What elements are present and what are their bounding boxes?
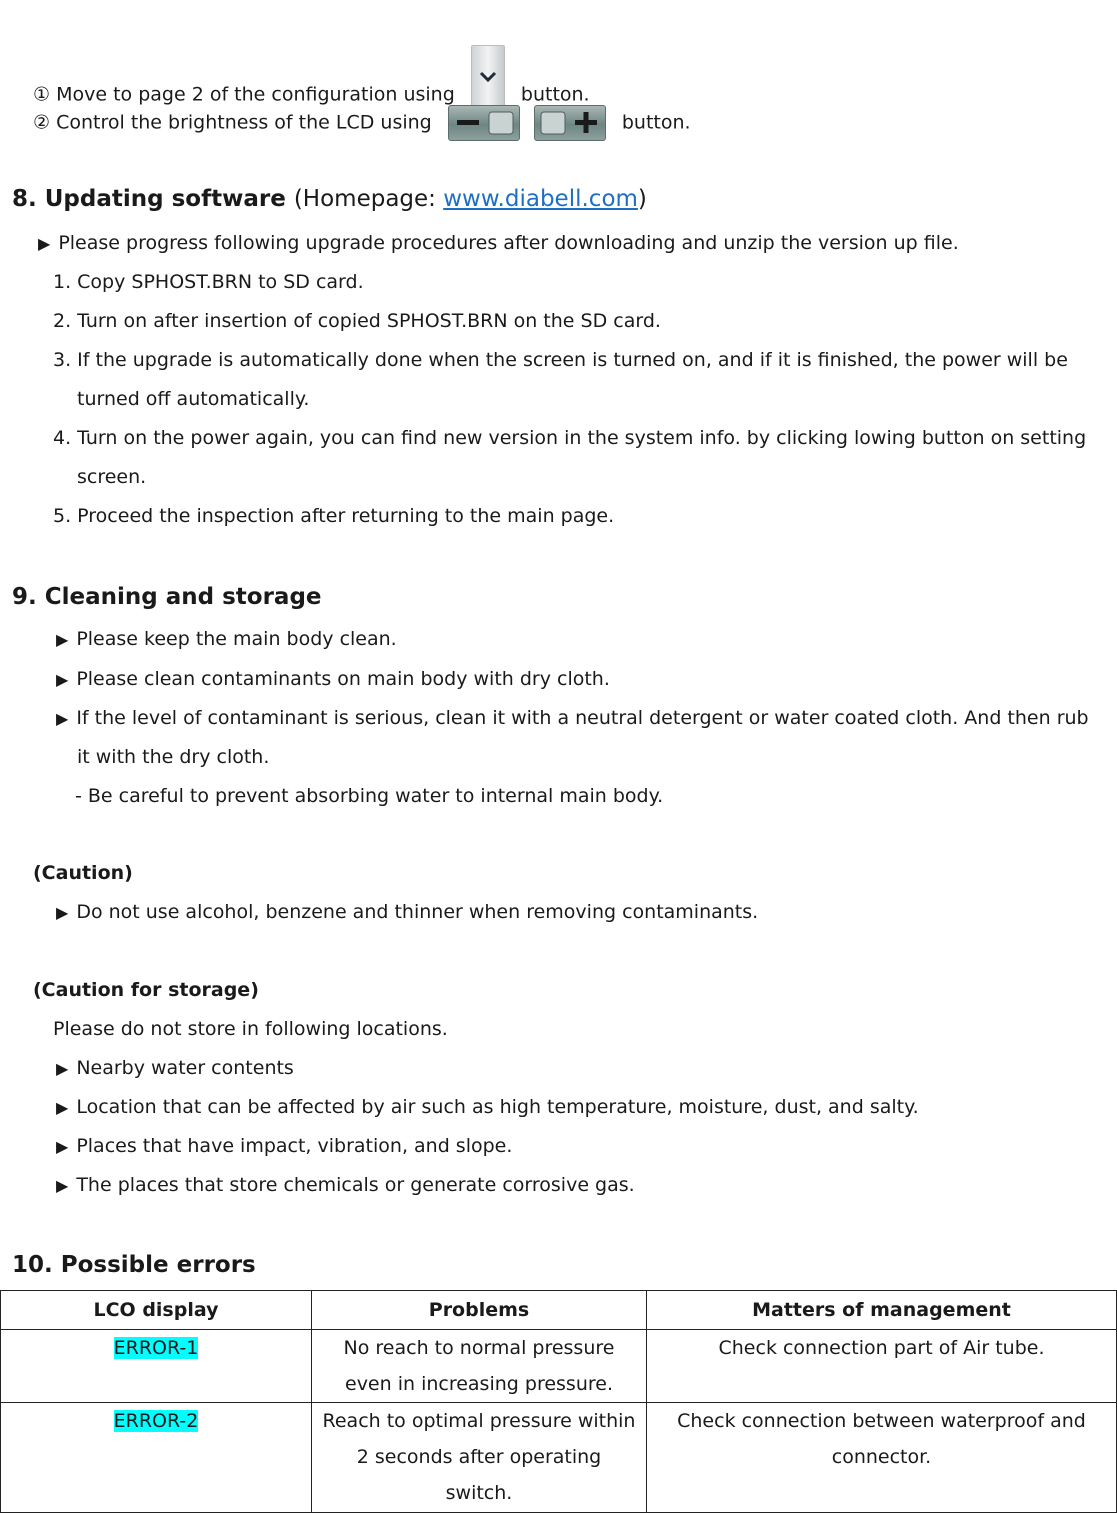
errors-table (0, 1290, 1117, 1513)
bullet-icon: ▶ (38, 234, 51, 253)
problem-line: No reach to normal pressure (343, 1337, 615, 1359)
clean-note: - Be careful to prevent absorbing water to internal main body. (75, 785, 664, 807)
problem-cell (312, 1330, 647, 1403)
table-header-row (1, 1291, 1117, 1330)
bullet-icon: ▶ (56, 630, 69, 649)
management-cell (647, 1330, 1117, 1403)
homepage-open: (Homepage: (293, 186, 444, 212)
homepage-close: ) (637, 186, 647, 212)
brightness-plus-icon (534, 105, 606, 141)
circled-number-2: ② (33, 111, 51, 134)
step-3: 3. If the upgrade is automatically done when the screen is turned on, and if it is finished, the power will be (53, 349, 1068, 371)
homepage-link[interactable]: www.diabell.com (443, 186, 638, 212)
intro-line-1-text: Move to page 2 of the configuration using (56, 83, 455, 106)
bullet-icon: ▶ (56, 903, 69, 922)
storage-bullet-2 (56, 1094, 919, 1121)
bullet-icon: ▶ (56, 709, 69, 728)
intro-line-2 (33, 105, 691, 141)
clean-bullet-2-text: Please clean contaminants on main body with dry cloth. (76, 668, 610, 690)
bullet-icon: ▶ (56, 1098, 69, 1117)
storage-bullet-3 (56, 1133, 512, 1160)
section-9-title: 9. Cleaning and storage (12, 584, 322, 610)
storage-intro: Please do not store in following locations. (53, 1018, 448, 1040)
table-row (1, 1330, 1117, 1403)
table-row (1, 1403, 1117, 1513)
error-code: ERROR-1 (113, 1337, 199, 1359)
problem-cell (312, 1403, 647, 1513)
section-8-bullet (38, 230, 959, 257)
intro-line-2-after: button. (621, 111, 691, 134)
storage-bullet-3-text: Places that have impact, vibration, and slope. (76, 1135, 513, 1157)
step-2: 2. Turn on after insertion of copied SPHOST.BRN on the SD card. (53, 310, 661, 332)
clean-bullet-3-text: If the level of contaminant is serious, clean it with a neutral detergent or water coated cloth. And then rub (76, 707, 1089, 729)
storage-bullet-4-text: The places that store chemicals or generate corrosive gas. (76, 1174, 635, 1196)
section-8-bullet-text: Please progress following upgrade procedures after downloading and unzip the version up file. (58, 232, 959, 254)
header-problems: Problems (312, 1291, 647, 1330)
error-code: ERROR-2 (113, 1410, 199, 1432)
clean-bullet-1 (56, 626, 397, 653)
section-10-title: 10. Possible errors (12, 1252, 256, 1278)
section-8-title: 8. Updating software (12, 186, 286, 212)
management-cell (647, 1403, 1117, 1513)
step-4: 4. Turn on the power again, you can find new version in the system info. by clicking lowing button on setting (53, 427, 1087, 449)
intro-line-2-text: Control the brightness of the LCD using (56, 111, 432, 134)
intro-line-1-after: button. (520, 83, 590, 106)
clean-bullet-2 (56, 666, 610, 693)
caution-title: (Caution) (33, 862, 133, 884)
problem-line: even in increasing pressure. (345, 1373, 613, 1395)
clean-bullet-1-text: Please keep the main body clean. (76, 628, 397, 650)
error-display-cell (1, 1403, 312, 1513)
bullet-icon: ▶ (56, 670, 69, 689)
problem-line: Reach to optimal pressure within (322, 1410, 636, 1432)
header-lco-display: LCO display (1, 1291, 312, 1330)
storage-bullet-1-text: Nearby water contents (76, 1057, 294, 1079)
section-8-heading (12, 186, 647, 212)
bullet-icon: ▶ (56, 1137, 69, 1156)
storage-bullet-4 (56, 1172, 635, 1199)
step-1: 1. Copy SPHOST.BRN to SD card. (53, 271, 364, 293)
header-management: Matters of management (647, 1291, 1117, 1330)
clean-bullet-3-cont: it with the dry cloth. (77, 746, 270, 768)
caution-bullet-text: Do not use alcohol, benzene and thinner when removing contaminants. (76, 901, 759, 923)
storage-bullet-2-text: Location that can be affected by air such as high temperature, moisture, dust, and salty. (76, 1096, 919, 1118)
problem-line: 2 seconds after operating (356, 1446, 602, 1468)
circled-number-1: ① (33, 83, 51, 106)
storage-title: (Caution for storage) (33, 979, 259, 1001)
step-4-cont: screen. (77, 466, 147, 488)
step-3-cont: turned off automatically. (77, 388, 310, 410)
caution-bullet (56, 899, 758, 926)
management-line: Check connection between waterproof and (677, 1410, 1086, 1432)
management-line: Check connection part of Air tube. (718, 1337, 1045, 1359)
bullet-icon: ▶ (56, 1059, 69, 1078)
management-line: connector. (831, 1446, 932, 1468)
bullet-icon: ▶ (56, 1176, 69, 1195)
step-5: 5. Proceed the inspection after returning to the main page. (53, 505, 615, 527)
error-display-cell (1, 1330, 312, 1403)
brightness-minus-icon (448, 105, 520, 141)
storage-bullet-1 (56, 1055, 294, 1082)
problem-line: switch. (445, 1482, 513, 1504)
clean-bullet-3 (56, 705, 1089, 732)
